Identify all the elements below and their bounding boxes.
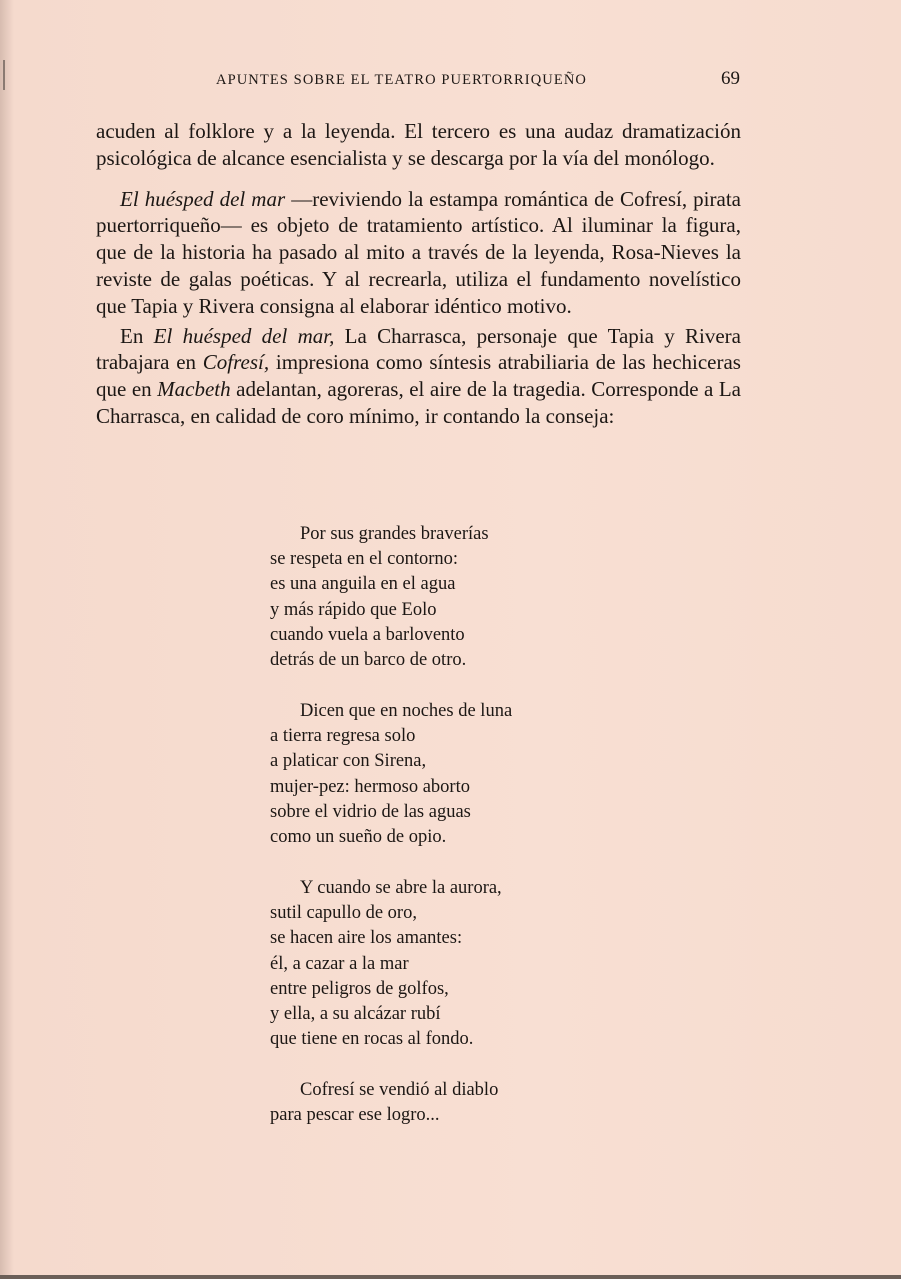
verse-line: se hacen aire los amantes:: [270, 928, 463, 949]
verse-line: Dicen que en noches de luna: [300, 701, 513, 722]
verse-line: que tiene en rocas al fondo.: [270, 1029, 474, 1050]
verse-line: mujer-pez: hermoso aborto: [270, 776, 470, 797]
verse-line: Por sus grandes braverías: [300, 524, 489, 544]
prose-body: [96, 118, 741, 430]
paragraph-3: [96, 323, 741, 430]
verse-line: es una anguila en el agua: [270, 574, 456, 595]
work-title: El huésped del mar: [120, 186, 286, 211]
stanza: [270, 699, 630, 850]
page-number: 69: [721, 68, 740, 89]
paragraph-1: acuden al folklore y a la leyenda. El tercero es una audaz dramatización psicológica de alcance esencialista y se descarga por la vía del monólogo.: [96, 119, 741, 170]
paragraph-2: [96, 186, 741, 320]
stanza: [270, 522, 630, 673]
stanza: [270, 876, 630, 1052]
verse-line: se respeta en el contorno:: [270, 549, 459, 570]
verse-line: sobre el vidrio de las aguas: [270, 801, 471, 822]
verse-line: sutil capullo de oro,: [270, 903, 417, 924]
paragraph-2-text: —reviviendo la estampa romántica de Cofresí, pirata puertorriqueño— es objeto de tratamiento artístico. Al iluminar la figura, que de la historia ha pasado al mito a través de la leyenda, Rosa-Nieves la reviste de galas poéticas. Y al recrearla, utiliza el fundamento novelístico que Tapia y Rivera consigna al elaborar idéntico motivo.: [96, 186, 741, 318]
paragraph-3-text-a: En: [120, 323, 154, 348]
page-bottom-edge: [0, 1275, 901, 1279]
verse-line: y más rápido que Eolo: [270, 599, 437, 620]
verse-line: como un sueño de opio.: [270, 827, 447, 848]
verse-line: cuando vuela a barlovento: [270, 624, 465, 645]
verse-line: para pescar ese logro...: [270, 1105, 440, 1126]
verse-line: él, a cazar a la mar: [270, 953, 409, 974]
verse-line: detrás de un barco de otro.: [270, 650, 467, 671]
verse-line: a platicar con Sirena,: [270, 751, 427, 772]
paragraph-3-text-c: impresiona como síntesis atrabiliaria de las hechiceras que en: [96, 350, 741, 402]
page-binding-edge: [3, 60, 5, 90]
verse-quotation: [270, 522, 630, 1154]
work-title: El huésped del mar,: [153, 323, 335, 348]
work-title: Macbeth: [157, 377, 231, 402]
verse-line: Cofresí se vendió al diablo: [300, 1080, 499, 1101]
verse-line: Y cuando se abre la aurora,: [300, 878, 502, 899]
verse-line: y ella, a su alcázar rubí: [270, 1004, 441, 1025]
verse-line: a tierra regresa solo: [270, 726, 416, 747]
work-title: Cofresí,: [202, 350, 270, 375]
paragraph-3-text-d: adelantan, agoreras, el aire de la tragedia. Corresponde a La Charrasca, en calidad de coro mínimo, ir contando la conseja:: [96, 377, 741, 428]
running-title: APUNTES SOBRE EL TEATRO PUERTORRIQUEÑO: [216, 72, 587, 88]
verse-line: entre peligros de golfos,: [270, 978, 449, 999]
paragraph-3-text-b: La Charrasca, personaje que Tapia y Rivera trabajara en: [96, 323, 741, 375]
stanza: [270, 1078, 630, 1128]
page-header: [96, 70, 742, 92]
